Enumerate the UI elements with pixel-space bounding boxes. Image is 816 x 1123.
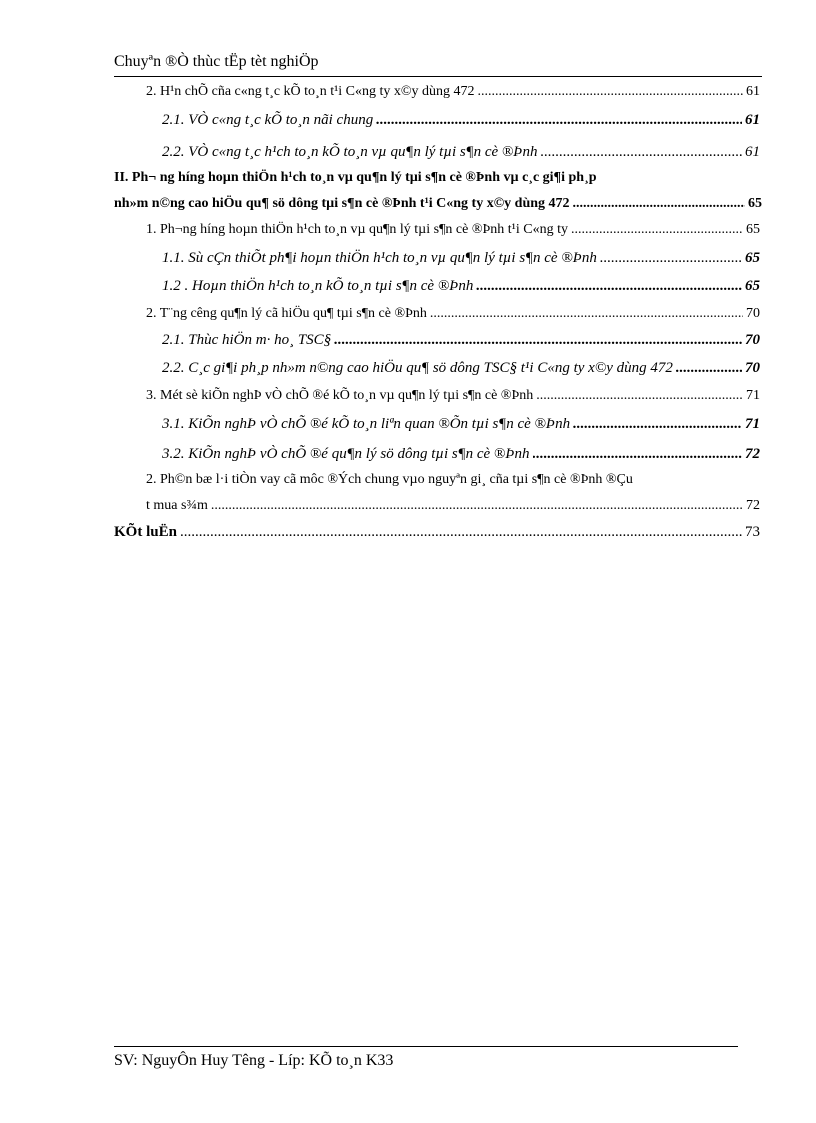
toc-leader-dots: [180, 522, 742, 542]
toc-entry-title: 1.2 . Hoµn thiÖn h¹ch to¸n kÕ to¸n tµi s¶n cè ®Þnh: [162, 278, 474, 294]
toc-entry[interactable]: [162, 276, 760, 296]
toc-leader-dots: [430, 304, 743, 324]
toc-leader-dots: [573, 414, 742, 434]
toc-leader-dots: [536, 386, 743, 406]
toc-entry-page: 65: [745, 250, 760, 266]
toc-entry[interactable]: [146, 304, 760, 324]
toc-entry-page: 71: [745, 416, 760, 432]
toc-entry-page: 61: [746, 84, 760, 99]
toc-leader-dots: [376, 110, 742, 130]
toc-entry-title-line2: nh»m n©ng cao hiÖu qu¶ sö dông tµi s¶n cè ®Þnh t¹i C«ng ty x©y dùng 472: [114, 196, 570, 211]
toc-entry-page: 65: [748, 196, 762, 211]
toc-entry-second-line: [114, 194, 762, 214]
toc-leader-dots: [540, 142, 742, 162]
toc-entry-title: 3. Mét sè kiÕn nghÞ vÒ chÕ ®é kÕ to¸n vµ qu¶n lý tµi s¶n cè ®Þnh: [146, 388, 534, 403]
toc-entry-title: 1.1. Sù cÇn thiÕt ph¶i hoµn thiÖn h¹ch to¸n vµ qu¶n lý tµi s¶n cè ®Þnh: [162, 250, 597, 266]
header-title: Chuyªn ®Ò thùc tËp tèt nghiÖp: [114, 53, 319, 70]
toc-entry-title: 2.1. VÒ c«ng t¸c kÕ to¸n nãi chung: [162, 112, 374, 128]
toc-entry-page: 72: [745, 446, 760, 462]
toc-leader-dots: [600, 248, 742, 268]
toc-entry[interactable]: [162, 444, 760, 464]
toc-entry-title-line1: II. Ph¬ ng híng hoµn thiÖn h¹ch to¸n vµ qu¶n lý tµi s¶n cè ®Þnh vµ c¸c gi¶i ph¸p: [114, 170, 597, 185]
toc-entry-page: 70: [745, 360, 760, 376]
toc-entry-page: 61: [745, 112, 760, 128]
toc-leader-dots: [571, 220, 743, 240]
toc-entry-page: 73: [745, 524, 760, 540]
toc-entry-page: 70: [745, 332, 760, 348]
toc-entry-title: 3.1. KiÕn nghÞ vÒ chÕ ®é kÕ to¸n liªn quan ®Õn tµi s¶n cè ®Þnh: [162, 416, 571, 432]
toc-entry[interactable]: [162, 110, 760, 130]
toc-leader-dots: [211, 496, 743, 516]
toc-entry-page: 72: [746, 498, 760, 513]
toc-entry[interactable]: [146, 82, 760, 102]
toc-entry[interactable]: [146, 470, 760, 513]
toc-leader-dots: [676, 358, 742, 378]
toc-entry-title: 2.2. C¸c gi¶i ph¸p nh»m n©ng cao hiÖu qu¶ sö dông TSC§ t¹i C«ng ty x©y dùng 472: [162, 360, 673, 376]
toc-entry-section-heading[interactable]: [114, 168, 762, 211]
toc-entry[interactable]: [162, 414, 760, 434]
toc-entry[interactable]: [162, 330, 760, 350]
toc-entry-page: 71: [746, 388, 760, 403]
footer-text: SV: NguyÔn Huy Têng - Líp: KÕ to¸n K33: [114, 1052, 394, 1069]
toc-entry-title: KÕt luËn: [114, 524, 177, 540]
page-header: [114, 52, 762, 77]
toc-entry-page: 61: [745, 144, 760, 160]
toc-entry[interactable]: [146, 220, 760, 240]
toc-entry-title: 2. H¹n chÕ cña c«ng t¸c kÕ to¸n t¹i C«ng ty x©y dùng 472: [146, 84, 475, 99]
toc-entry-title: 2.1. Thùc hiÖn m· ho¸ TSC§: [162, 332, 332, 348]
toc-entry-title-line2: t mua s¾m: [146, 498, 208, 513]
toc-entry[interactable]: [162, 142, 760, 162]
toc-leader-dots: [334, 330, 742, 350]
toc-entry-page: 65: [745, 278, 760, 294]
toc-entry[interactable]: [162, 358, 760, 378]
toc-entry-title: 2.2. VÒ c«ng t¸c h¹ch to¸n kÕ to¸n vµ qu¶n lý tµi s¶n cè ®Þnh: [162, 144, 538, 160]
toc-entry[interactable]: [162, 248, 760, 268]
toc-entry-second-line: [146, 496, 760, 516]
toc-leader-dots: [533, 444, 743, 464]
toc-entry-title: 1. Ph¬ng híng hoµn thiÖn h¹ch to¸n vµ qu¶n lý tµi s¶n cè ®Þnh t¹i C«ng ty: [146, 222, 568, 237]
toc-entry-page: 70: [746, 306, 760, 321]
toc-leader-dots: [478, 82, 743, 102]
toc-entry-title-line1: 2. Ph©n bæ l·i tiÒn vay cã môc ®Ých chung vµo nguyªn gi¸ cña tµi s¶n cè ®Þnh ®Çu: [146, 472, 633, 487]
toc-entry-page: 65: [746, 222, 760, 237]
toc-leader-dots: [476, 276, 742, 296]
page-footer: [114, 1046, 738, 1070]
toc-entry-title: 2. T¨ng cêng qu¶n lý cã hiÖu qu¶ tµi s¶n cè ®Þnh: [146, 306, 427, 321]
toc-entry-title: 3.2. KiÕn nghÞ vÒ chÕ ®é qu¶n lý sö dông tµi s¶n cè ®Þnh: [162, 446, 530, 462]
toc-entry-conclusion[interactable]: [114, 522, 760, 542]
toc-leader-dots: [573, 194, 745, 214]
toc-entry[interactable]: [146, 386, 760, 406]
